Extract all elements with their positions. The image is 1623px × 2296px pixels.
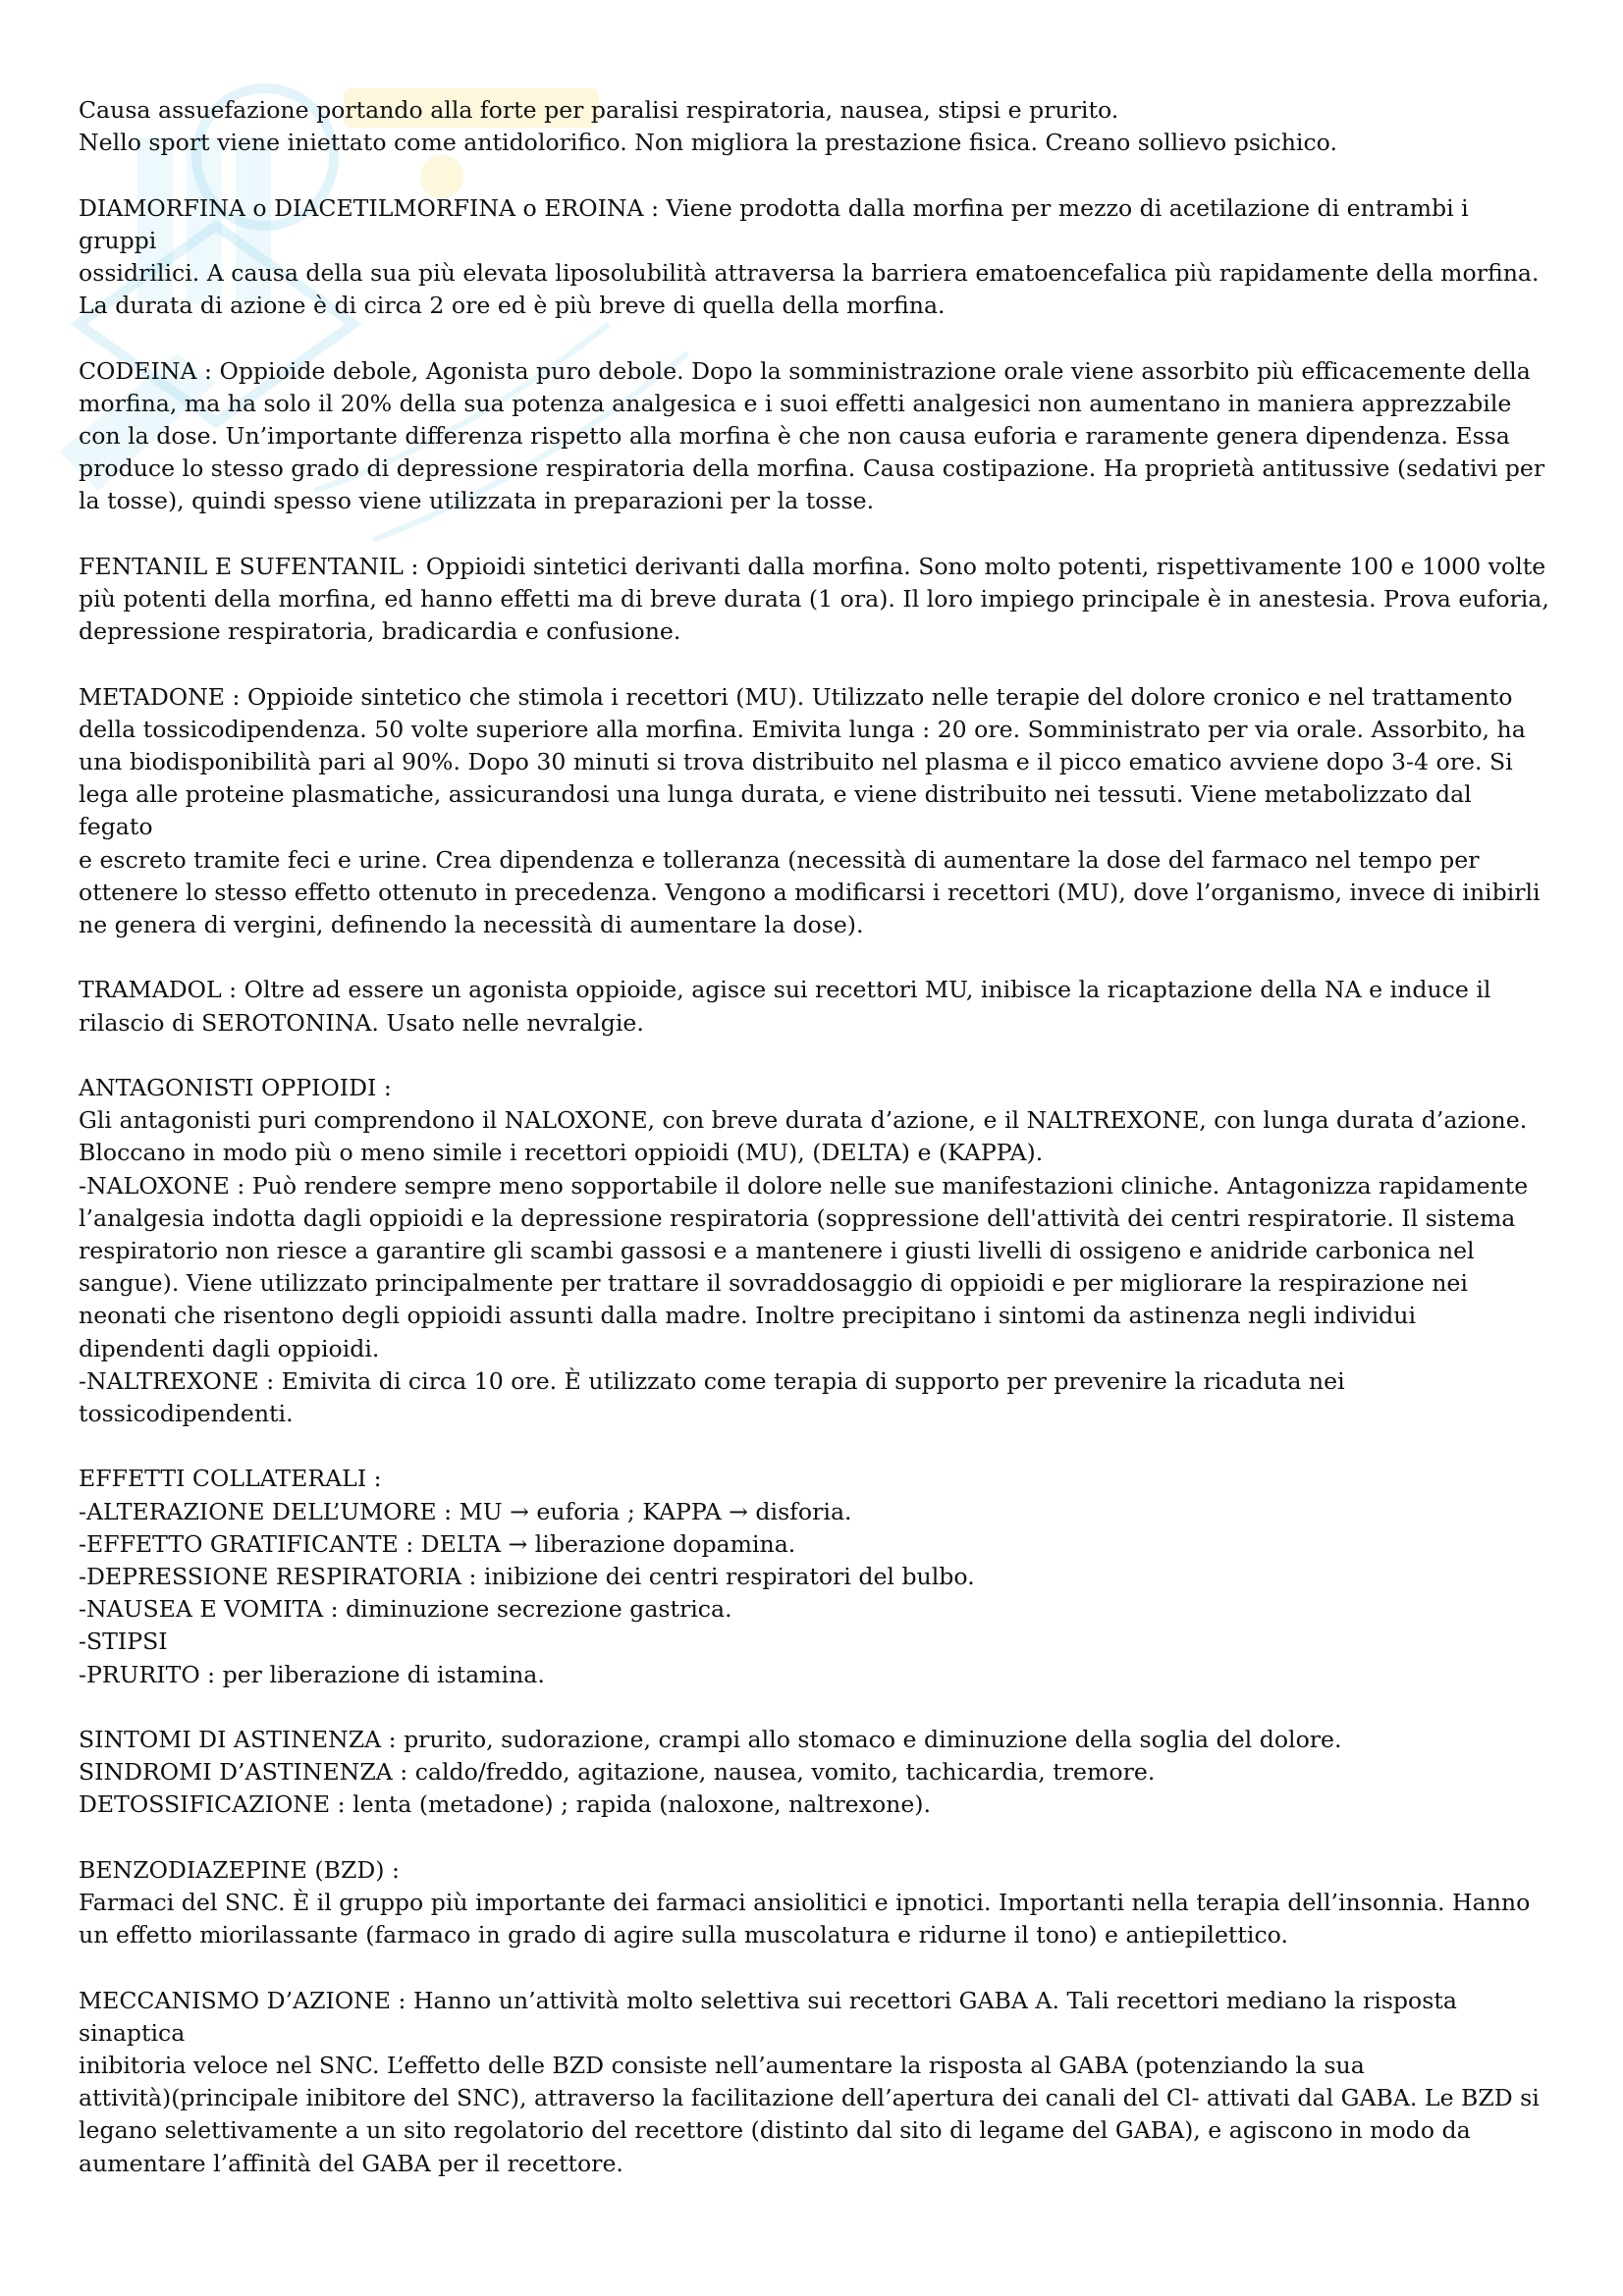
text-line: la tosse), quindi spesso viene utilizzata in preparazioni per la tosse. — [79, 487, 875, 515]
paragraph-meccanismo-azione — [79, 1985, 1551, 2180]
text-line: neonati che risentono degli oppioidi assunti dalla madre. Inoltre precipitano i sintomi da astinenza negli individui — [79, 1302, 1416, 1330]
text-line: CODEINA : Oppioide debole, Agonista puro debole. Dopo la somministrazione orale viene assorbito più efficacemente della — [79, 356, 1531, 385]
text-line: rilascio di SEROTONINA. Usato nelle nevralgie. — [79, 1008, 644, 1037]
text-line: morfina, ma ha solo il 20% della sua potenza analgesica e i suoi effetti analgesici non aumentano in maniera apprezzabile — [79, 389, 1512, 417]
text-line: ossidrilici. A causa della sua più elevata liposolubilità attraversa la barriera ematoencefalica più rapidamente della morfina. — [79, 259, 1540, 287]
text-line: una biodisponibilità pari al 90%. Dopo 30 minuti si trova distribuito nel plasma e il picco ematico avviene dopo 3-4 ore. Si — [79, 748, 1513, 775]
text-line: più potenti della morfina, ed hanno effetti ma di breve durata (1 ora). Il loro impiego principale è in anestesia. Prova euforia, — [79, 585, 1549, 613]
text-line: Farmaci del SNC. È il gruppo più importante dei farmaci ansiolitici e ipnotici. Importanti nella terapia dell’insonnia. Hanno — [79, 1889, 1531, 1917]
text-line: dipendenti dagli oppioidi. — [79, 1334, 380, 1362]
text-line: METADONE : Oppioide sintetico che stimola i recettori (MU). Utilizzato nelle terapie del dolore cronico e nel trattamento — [79, 682, 1513, 711]
text-line: un effetto miorilassante (farmaco in grado di agire sulla muscolatura e ridurne il tono) e antiepilettico. — [79, 1921, 1288, 1949]
text-line: con la dose. Un’importante differenza rispetto alla morfina è che non causa euforia e raramente genera dipendenza. Essa — [79, 422, 1510, 450]
text-line: La durata di azione è di circa 2 ore ed è più breve di quella della morfina. — [79, 292, 946, 320]
text-line: FENTANIL E SUFENTANIL : Oppioidi sintetici derivanti dalla morfina. Sono molto potenti, rispettivamente 100 e 1000 volte — [79, 552, 1546, 580]
text-line: TRAMADOL : Oltre ad essere un agonista oppioide, agisce sui recettori MU, inibisce la ricaptazione della NA e induce il — [79, 976, 1491, 1004]
text-line: e escreto tramite feci e urine. Crea dipendenza e tolleranza (necessità di aumentare la dose del farmaco nel tempo per — [79, 845, 1480, 874]
text-line: l’analgesia indotta dagli oppioidi e la depressione respiratoria (soppressione dell'attività dei centri respiratorie. Il sistema — [79, 1203, 1516, 1232]
text-line: produce lo stesso grado di depressione respiratoria della morfina. Causa costipazione. Ha proprietà antitussive (sedativi per — [79, 454, 1545, 483]
text-line: lega alle proteine plasmatiche, assicurandosi una lunga durata, e viene distribuito nei tessuti. Viene metabolizzato dal fegato — [79, 780, 1472, 841]
document-body — [79, 94, 1551, 2213]
paragraph-antagonisti-oppioidi — [79, 1072, 1551, 1430]
list-item: -DEPRESSIONE RESPIRATORIA : inibizione dei centri respiratori del bulbo. — [79, 1563, 975, 1591]
paragraph-codeina — [79, 355, 1551, 518]
list-item: -NAUSEA E VOMITA : diminuzione secrezione gastrica. — [79, 1595, 732, 1624]
paragraph-effetti-collaterali — [79, 1463, 1551, 1690]
text-line: DETOSSIFICAZIONE : lenta (metadone) ; rapida (naloxone, naltrexone). — [79, 1790, 932, 1819]
text-line: -NALOXONE : Può rendere sempre meno sopportabile il dolore nelle sue manifestazioni cliniche. Antagonizza rapidamente — [79, 1171, 1529, 1200]
paragraph-metadone — [79, 681, 1551, 942]
list-item: -PRURITO : per liberazione di istamina. — [79, 1660, 545, 1688]
text-line: ottenere lo stesso effetto ottenuto in precedenza. Vengono a modificarsi i recettori (MU), dove l’organismo, invece di inibirli — [79, 878, 1541, 906]
text-line: MECCANISMO D’AZIONE : Hanno un’attività molto selettiva sui recettori GABA A. Tali recettori mediano la risposta sinaptica — [79, 1986, 1457, 2047]
list-item: -EFFETTO GRATIFICANTE : DELTA → liberazione dopamina. — [79, 1529, 796, 1558]
text-line: -NALTREXONE : Emivita di circa 10 ore. È utilizzato come terapia di supporto per prevenire la ricaduta nei — [79, 1366, 1345, 1395]
paragraph-astinenza — [79, 1724, 1551, 1822]
text-line: sangue). Viene utilizzato principalmente per trattare il sovraddosaggio di oppioidi e per migliorare la respirazione nei — [79, 1269, 1468, 1298]
text-line: SINTOMI DI ASTINENZA : prurito, sudorazione, crampi allo stomaco e diminuzione della soglia del dolore. — [79, 1726, 1342, 1754]
paragraph-diamorfina — [79, 192, 1551, 323]
section-heading: BENZODIAZEPINE (BZD) : — [79, 1855, 400, 1884]
text-line: della tossicodipendenza. 50 volte superiore alla morfina. Emivita lunga : 20 ore. Somministrato per via orale. Assorbito, ha — [79, 715, 1526, 743]
text-line: respiratorio non riesce a garantire gli scambi gassosi e a mantenere i giusti livelli di ossigeno e anidride carbonica nel — [79, 1237, 1475, 1265]
text-line: ne genera di vergini, definendo la necessità di aumentare la dose). — [79, 911, 864, 939]
text-line: Causa assuefazione portando alla forte per paralisi respiratoria, nausea, stipsi e prurito. — [79, 96, 1119, 124]
text-line: aumentare l’affinità del GABA per il recettore. — [79, 2149, 623, 2177]
section-heading: ANTAGONISTI OPPIOIDI : — [79, 1074, 392, 1101]
text-line: attività)(principale inibitore del SNC), attraverso la facilitazione dell’apertura dei canali del Cl- attivati dal GABA. Le BZD si — [79, 2084, 1540, 2112]
text-line: depressione respiratoria, bradicardia e confusione. — [79, 617, 681, 646]
paragraph-benzodiazepine — [79, 1854, 1551, 1952]
paragraph-tramadol — [79, 974, 1551, 1039]
list-item: -STIPSI — [79, 1628, 168, 1656]
text-line: legano selettivamente a un sito regolatorio del recettore (distinto dal sito di legame del GABA), e agiscono in modo da — [79, 2116, 1471, 2145]
list-item: -ALTERAZIONE DELL’UMORE : MU → euforia ; KAPPA → disforia. — [79, 1497, 852, 1525]
text-line: inibitoria veloce nel SNC. L’effetto delle BZD consiste nell’aumentare la risposta al GABA (potenziando la sua — [79, 2052, 1365, 2080]
text-line: Nello sport viene iniettato come antidolorifico. Non migliora la prestazione fisica. Creano sollievo psichico. — [79, 129, 1337, 157]
section-heading: EFFETTI COLLATERALI : — [79, 1465, 382, 1493]
paragraph-fentanil — [79, 551, 1551, 649]
text-line: Bloccano in modo più o meno simile i recettori oppioidi (MU), (DELTA) e (KAPPA). — [79, 1139, 1044, 1167]
text-line: DIAMORFINA o DIACETILMORFINA o EROINA : Viene prodotta dalla morfina per mezzo di acetilazione di entrambi i gruppi — [79, 193, 1469, 254]
paragraph-morfina-effetti — [79, 94, 1551, 159]
text-line: SINDROMI D’ASTINENZA : caldo/freddo, agitazione, nausea, vomito, tachicardia, tremore. — [79, 1758, 1156, 1787]
text-line: Gli antagonisti puri comprendono il NALOXONE, con breve durata d’azione, e il NALTREXONE, con lunga durata d’azione. — [79, 1106, 1528, 1135]
text-line: tossicodipendenti. — [79, 1400, 294, 1428]
